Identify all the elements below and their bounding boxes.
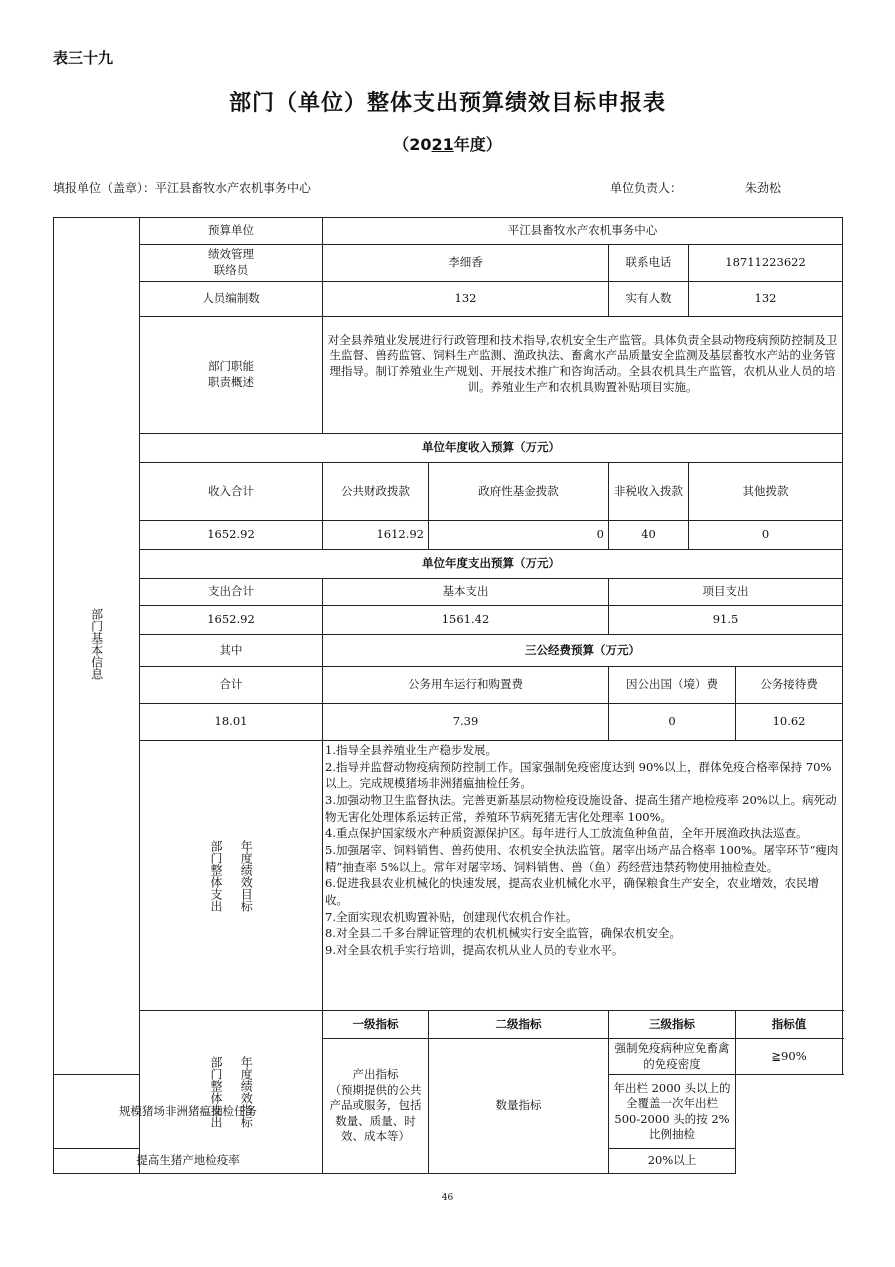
income-value-public: 1612.92: [323, 521, 429, 550]
indicator-header-level2: 二级指标: [429, 1011, 609, 1039]
three-value-reception: 10.62: [736, 704, 843, 741]
income-heading: 单位年度收入预算（万元）: [140, 434, 843, 463]
page-title: 部门（单位）整体支出预算绩效目标申报表: [228, 91, 666, 116]
contact-name: 李细香: [323, 245, 609, 282]
three-value-abroad: 0: [609, 704, 736, 741]
year-prefix: （20: [393, 135, 432, 154]
duty-label-line1: 部门职能: [208, 359, 254, 374]
three-value-vehicle: 7.39: [323, 704, 609, 741]
goals-section: [140, 741, 323, 1011]
income-header-public: 公共财政拨款: [323, 463, 429, 521]
expense-header-basic: 基本支出: [323, 579, 609, 606]
indicator-level1: [323, 1039, 429, 1174]
indicator-row-value: 年出栏 2000 头以上的全覆盖一次年出栏 500-2000 头的按 2%比例抽检: [609, 1075, 736, 1149]
actual-staff-label: 实有人数: [609, 282, 689, 317]
income-value-other: 0: [689, 521, 843, 550]
budget-unit-label: 预算单位: [140, 218, 323, 245]
indicators-label-a: 部门整体支出: [209, 1056, 223, 1129]
indicator-level2: 数量指标: [429, 1039, 609, 1174]
income-header-fund: 政府性基金拨款: [429, 463, 609, 521]
indicator-header-level3: 三级指标: [609, 1011, 736, 1039]
goals-list: [323, 741, 843, 1011]
expense-header-project: 项目支出: [609, 579, 843, 606]
indicator-row-value: ≧90%: [736, 1039, 843, 1075]
duty-label-line2: 职责概述: [208, 375, 254, 389]
goals-label-b: 年度绩效目标: [239, 839, 254, 912]
three-header-abroad: 因公出国（境）费: [609, 667, 736, 704]
year-number: 21: [431, 135, 454, 154]
income-header-total: 收入合计: [140, 463, 323, 521]
filler-unit: 填报单位（盖章）：平江县畜牧水产农机事务中心: [53, 181, 312, 195]
goals-label-a: 部门整体支出: [209, 839, 223, 912]
expense-value-project: 91.5: [609, 606, 843, 635]
three-header-total: 合计: [140, 667, 323, 704]
of-which-label: 其中: [140, 635, 323, 667]
goal-item: 2.指导并监督动物疫病预防控制工作。国家强制免疫密度达到 90%以上，群体免疫合格率保持 70%以上。完成规模猪场非洲猪瘟抽检任务。: [325, 759, 832, 791]
goal-item: 4.重点保护国家级水产种质资源保护区。每年进行人工放流鱼种鱼苗，全年开展渔政执法巡查。: [325, 826, 808, 841]
fiscal-year: [0, 132, 895, 155]
head-name: 朱劲松: [745, 181, 782, 195]
goals-label-pair: [144, 840, 318, 912]
goal-item: 8.对全县二千多台牌证管理的农机机械实行安全监管，确保农机安全。: [325, 926, 681, 941]
three-value-total: 18.01: [140, 704, 323, 741]
goal-item: 3.加强动物卫生监督执法。完善更新基层动物检疫设施设备、提高生猪产地检疫率 20%以上。病死动物无害化处理体系运转正常，养殖环节病死猪无害化处理率 100%。: [325, 793, 837, 824]
contact-label-line2: 联络员: [213, 263, 249, 277]
contact-label-line1: 绩效管理: [208, 247, 254, 262]
goal-item: 5.加强屠宰、饲料销售、兽药使用、农机安全执法监管。屠宰出场产品合格率 100%。屠宰环节“瘦肉精”抽查率 5%以上。常年对屠宰场、饲料销售、兽（鱼）药经营违禁药物使用抽检查处。: [325, 843, 839, 874]
budget-unit-value: 平江县畜牧水产农机事务中心: [323, 218, 843, 245]
basic-info-section: [54, 218, 140, 1075]
indicator-header-level1: 一级指标: [323, 1011, 429, 1039]
income-value-total: 1652.92: [140, 521, 323, 550]
duty-text: [323, 317, 843, 434]
basic-info-label: 部门基本信息: [89, 607, 104, 680]
indicator-row-name: 规模猪场非洲猪瘟抽检任务: [54, 1075, 323, 1149]
actual-staff-value: 132: [689, 282, 843, 317]
staff-quota-label: 人员编制数: [140, 282, 323, 317]
goal-item: 1.指导全县养殖业生产稳步发展。: [325, 743, 497, 757]
indicator-row-name: 提高生猪产地检疫率: [54, 1149, 323, 1174]
indicator-row-name: 强制免疫病种应免畜禽的免疫密度: [609, 1039, 736, 1075]
indicator-row-value: 20%以上: [609, 1149, 736, 1174]
goal-item: 6.促进我县农业机械化的快速发展，提高农业机械化水平，确保粮食生产安全，农业增效，农民增收。: [325, 876, 819, 908]
income-header-nontax: 非税收入拨款: [609, 463, 689, 521]
duty-description: 对全县养殖业发展进行行政管理和技术指导,农机安全生产监管。具体负责全县动物疫病预防控制及卫生监督、兽药监管、饲料生产监测、渔政执法、畜禽水产品质量安全监测及基层畜牧水产站的业务管理指导。制订养殖业生产规划、开展技术推广和咨询活动。全县农机具生产监管，农机从业人员的培训。养殖业生产和农机具购置补贴项目实施。: [327, 332, 838, 394]
goal-item: 7.全面实现农机购置补贴，创建现代农机合作社。: [325, 909, 578, 924]
indicator-level1-line2: （预期提供的公共产品或服务，包括数量、质量、时效、成本等）: [329, 1082, 422, 1144]
expense-heading: 单位年度支出预算（万元）: [140, 550, 843, 579]
head-label: 单位负责人：: [610, 181, 683, 195]
duty-label: [140, 317, 323, 434]
staff-quota-value: 132: [323, 282, 609, 317]
expense-value-basic: 1561.42: [323, 606, 609, 635]
page-number: 46: [441, 1193, 454, 1203]
performance-table: [53, 217, 843, 1174]
income-header-other: 其他拨款: [689, 463, 843, 521]
expense-value-total: 1652.92: [140, 606, 323, 635]
phone-label: 联系电话: [609, 245, 689, 282]
indicator-level1-line1: 产出指标: [352, 1067, 399, 1082]
indicator-header-value: 指标值: [736, 1011, 843, 1039]
expense-header-total: 支出合计: [140, 579, 323, 606]
table-label: 表三十九: [53, 49, 114, 67]
goal-item: 9.对全县农机手实行培训，提高农机从业人员的专业水平。: [325, 943, 624, 958]
phone-value: 18711223622: [689, 245, 843, 282]
contact-label: [140, 245, 323, 282]
indicators-label-b: 年度绩效指标: [239, 1056, 254, 1129]
three-header-vehicle: 公务用车运行和购置费: [323, 667, 609, 704]
income-value-nontax: 40: [609, 521, 689, 550]
three-header-reception: 公务接待费: [736, 667, 843, 704]
income-value-fund: 0: [429, 521, 609, 550]
three-expenses-heading: 三公经费预算（万元）: [323, 635, 843, 667]
year-suffix: 年度）: [453, 135, 502, 154]
